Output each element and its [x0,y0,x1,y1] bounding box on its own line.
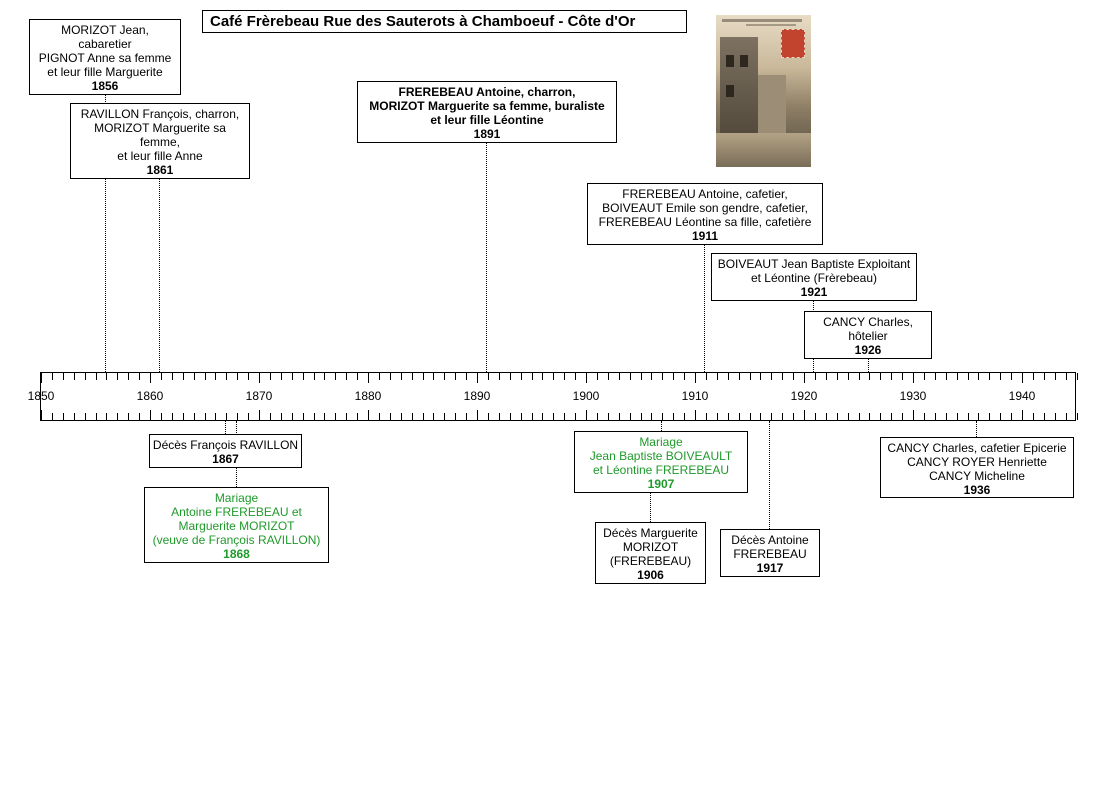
page-title: Café Frèrebeau Rue des Sauterots à Chamboeuf - Côte d'Or [202,10,687,33]
event-year: 1891 [473,127,501,141]
connector-1867 [225,421,226,434]
axis-label-1850: 1850 [27,389,55,403]
axis-tick-bottom-1901 [597,413,598,420]
axis-tick-bottom-1883 [401,413,402,420]
axis-tick-bottom-1878 [346,413,347,420]
axis-tick-top-1942 [1044,373,1045,380]
axis-tick-bottom-1890 [477,410,478,420]
axis-tick-top-1883 [401,373,402,380]
axis-tick-top-1898 [564,373,565,380]
axis-tick-top-1932 [935,373,936,380]
axis-tick-bottom-1940 [1022,410,1023,420]
axis-tick-top-1875 [314,373,315,380]
axis-tick-bottom-1920 [804,410,805,420]
axis-tick-top-1853 [74,373,75,380]
axis-label-1890: 1890 [463,389,491,403]
axis-tick-bottom-1888 [455,413,456,420]
event-text: CANCY Charles, cafetier Epicerie CANCY ROYER Henriette CANCY Micheline [887,441,1067,483]
axis-tick-top-1945 [1077,373,1078,380]
axis-tick-top-1867 [226,373,227,380]
axis-tick-top-1862 [172,373,173,380]
axis-tick-top-1929 [902,373,903,380]
axis-tick-bottom-1860 [150,410,151,420]
axis-tick-bottom-1921 [815,413,816,420]
axis-tick-bottom-1931 [924,413,925,420]
axis-tick-bottom-1902 [608,413,609,420]
event-year: 1856 [91,79,119,93]
axis-tick-bottom-1863 [183,413,184,420]
axis-tick-bottom-1881 [379,413,380,420]
axis-tick-bottom-1859 [139,413,140,420]
axis-tick-top-1914 [739,373,740,380]
axis-tick-bottom-1876 [324,413,325,420]
axis-tick-bottom-1852 [63,413,64,420]
axis-tick-top-1880 [368,373,369,383]
axis-tick-top-1918 [782,373,783,380]
axis-tick-top-1895 [532,373,533,380]
axis-tick-top-1891 [488,373,489,380]
event-box-1867 [149,434,302,468]
event-box-1891 [357,81,617,143]
axis-tick-top-1858 [128,373,129,380]
axis-tick-top-1940 [1022,373,1023,383]
axis-tick-bottom-1853 [74,413,75,420]
axis-tick-top-1925 [859,373,860,380]
axis-tick-bottom-1893 [510,413,511,420]
axis-tick-bottom-1945 [1077,413,1078,420]
connector-1917 [769,421,770,529]
axis-tick-top-1868 [237,373,238,380]
axis-tick-bottom-1917 [771,413,772,420]
axis-tick-top-1943 [1055,373,1056,380]
axis-tick-top-1927 [880,373,881,380]
event-year: 1907 [647,477,675,491]
axis-tick-bottom-1874 [303,413,304,420]
axis-tick-bottom-1922 [826,413,827,420]
axis-tick-top-1874 [303,373,304,380]
axis-tick-bottom-1915 [750,413,751,420]
event-box-1856 [29,19,181,95]
connector-1861 [159,179,160,372]
event-text: Décès Marguerite MORIZOT (FREREBEAU) [603,526,698,568]
axis-tick-bottom-1891 [488,413,489,420]
event-box-1921 [711,253,917,301]
axis-tick-bottom-1886 [433,413,434,420]
connector-1891 [486,143,487,372]
axis-tick-bottom-1898 [564,413,565,420]
axis-tick-top-1907 [662,373,663,380]
axis-tick-bottom-1870 [259,410,260,420]
axis-tick-top-1879 [357,373,358,380]
axis-tick-top-1936 [978,373,979,380]
axis-tick-top-1890 [477,373,478,383]
axis-tick-bottom-1935 [968,413,969,420]
event-text: FREREBEAU Antoine, charron, MORIZOT Marguerite sa femme, buraliste et leur fille Léontine [369,85,605,127]
axis-tick-top-1894 [521,373,522,380]
axis-tick-bottom-1872 [281,413,282,420]
axis-tick-bottom-1894 [521,413,522,420]
axis-tick-bottom-1926 [869,413,870,420]
axis-tick-bottom-1908 [673,413,674,420]
axis-tick-bottom-1942 [1044,413,1045,420]
axis-tick-top-1850 [41,373,42,383]
axis-tick-top-1860 [150,373,151,383]
axis-tick-top-1856 [106,373,107,380]
axis-tick-top-1886 [433,373,434,380]
axis-tick-bottom-1929 [902,413,903,420]
axis-tick-top-1871 [270,373,271,380]
axis-tick-top-1873 [292,373,293,380]
axis-tick-top-1917 [771,373,772,380]
axis-tick-top-1878 [346,373,347,380]
axis-tick-top-1904 [630,373,631,380]
axis-tick-top-1869 [248,373,249,380]
axis-tick-bottom-1868 [237,413,238,420]
axis-tick-bottom-1937 [989,413,990,420]
axis-tick-top-1855 [96,373,97,380]
axis-tick-bottom-1869 [248,413,249,420]
axis-tick-bottom-1861 [161,413,162,420]
axis-tick-bottom-1895 [532,413,533,420]
axis-tick-top-1889 [466,373,467,380]
axis-tick-bottom-1900 [586,410,587,420]
axis-tick-top-1906 [651,373,652,380]
event-text: FREREBEAU Antoine, cafetier, BOIVEAUT Emile son gendre, cafetier, FREREBEAU Léontine sa fille, cafetière [598,187,812,229]
axis-tick-bottom-1904 [630,413,631,420]
axis-tick-top-1931 [924,373,925,380]
axis-tick-top-1938 [1000,373,1001,380]
axis-tick-top-1920 [804,373,805,383]
event-year: 1921 [800,285,828,299]
axis-tick-bottom-1864 [194,413,195,420]
event-box-1907 [574,431,748,493]
axis-tick-bottom-1910 [695,410,696,420]
axis-tick-top-1866 [215,373,216,380]
axis-tick-top-1857 [117,373,118,380]
axis-tick-bottom-1943 [1055,413,1056,420]
axis-tick-bottom-1905 [641,413,642,420]
axis-label-1940: 1940 [1008,389,1036,403]
axis-tick-top-1882 [390,373,391,380]
event-box-1936 [880,437,1074,498]
axis-tick-bottom-1882 [390,413,391,420]
axis-tick-bottom-1934 [957,413,958,420]
axis-tick-bottom-1932 [935,413,936,420]
axis-tick-top-1902 [608,373,609,380]
event-box-1861 [70,103,250,179]
axis-tick-bottom-1916 [760,413,761,420]
axis-tick-top-1926 [869,373,870,380]
axis-tick-top-1865 [205,373,206,380]
axis-tick-top-1884 [412,373,413,380]
axis-tick-top-1893 [510,373,511,380]
axis-tick-bottom-1873 [292,413,293,420]
axis-tick-top-1944 [1066,373,1067,380]
axis-tick-bottom-1919 [793,413,794,420]
postage-stamp-icon [781,29,805,58]
axis-tick-bottom-1899 [575,413,576,420]
axis-tick-top-1851 [52,373,53,380]
axis-tick-top-1941 [1033,373,1034,380]
connector-1906 [650,493,651,522]
event-text: Décès François RAVILLON [152,438,299,452]
axis-label-1880: 1880 [354,389,382,403]
event-box-1917 [720,529,820,577]
axis-tick-top-1888 [455,373,456,380]
axis-tick-top-1937 [989,373,990,380]
axis-tick-top-1892 [499,373,500,380]
axis-tick-top-1877 [335,373,336,380]
event-box-1911 [587,183,823,245]
axis-tick-bottom-1928 [891,413,892,420]
axis-tick-top-1903 [619,373,620,380]
axis-tick-top-1916 [760,373,761,380]
axis-tick-top-1899 [575,373,576,380]
axis-label-1920: 1920 [790,389,818,403]
axis-tick-bottom-1923 [837,413,838,420]
axis-tick-bottom-1875 [314,413,315,420]
axis-tick-bottom-1862 [172,413,173,420]
axis-tick-top-1939 [1011,373,1012,380]
axis-tick-bottom-1944 [1066,413,1067,420]
axis-tick-bottom-1850 [41,410,42,420]
axis-tick-bottom-1858 [128,413,129,420]
axis-tick-bottom-1892 [499,413,500,420]
axis-tick-bottom-1938 [1000,413,1001,420]
connector-1926 [868,359,869,372]
axis-tick-bottom-1879 [357,413,358,420]
axis-tick-bottom-1906 [651,413,652,420]
axis-tick-bottom-1856 [106,413,107,420]
axis-tick-top-1905 [641,373,642,380]
axis-tick-top-1901 [597,373,598,380]
event-text: BOIVEAUT Jean Baptiste Exploitant et Léontine (Frèrebeau) [717,257,911,285]
axis-label-1860: 1860 [136,389,164,403]
axis-tick-top-1900 [586,373,587,383]
event-text: Décès Antoine FREREBEAU [731,533,809,561]
event-year: 1861 [146,163,174,177]
axis-label-1910: 1910 [681,389,709,403]
axis-tick-top-1911 [706,373,707,380]
axis-tick-top-1870 [259,373,260,383]
axis-tick-bottom-1857 [117,413,118,420]
event-box-1906 [595,522,706,584]
event-year: 1867 [212,452,239,466]
axis-tick-bottom-1927 [880,413,881,420]
axis-tick-top-1915 [750,373,751,380]
axis-tick-top-1921 [815,373,816,380]
axis-tick-bottom-1918 [782,413,783,420]
axis-tick-bottom-1854 [85,413,86,420]
axis-tick-top-1909 [684,373,685,380]
postcard-photo [716,15,811,167]
axis-tick-bottom-1855 [96,413,97,420]
axis-tick-top-1861 [161,373,162,380]
axis-tick-bottom-1930 [913,410,914,420]
event-text: RAVILLON François, charron, MORIZOT Marguerite sa femme, et leur fille Anne [80,107,240,163]
axis-label-1870: 1870 [245,389,273,403]
axis-tick-bottom-1909 [684,413,685,420]
axis-tick-top-1924 [848,373,849,380]
axis-tick-top-1928 [891,373,892,380]
event-year: 1917 [756,561,784,575]
axis-tick-bottom-1871 [270,413,271,420]
axis-tick-bottom-1866 [215,413,216,420]
axis-tick-top-1885 [423,373,424,380]
axis-tick-top-1919 [793,373,794,380]
axis-tick-top-1930 [913,373,914,383]
event-year: 1906 [637,568,664,582]
axis-label-1900: 1900 [572,389,600,403]
axis-tick-bottom-1936 [978,413,979,420]
event-text: CANCY Charles, hôtelier [823,315,913,343]
axis-tick-bottom-1941 [1033,413,1034,420]
axis-tick-top-1896 [542,373,543,380]
axis-tick-top-1852 [63,373,64,380]
axis-tick-top-1872 [281,373,282,380]
event-text: Mariage Antoine FREREBEAU et Marguerite MORIZOT (veuve de François RAVILLON) [152,491,321,547]
axis-tick-top-1897 [553,373,554,380]
axis-tick-bottom-1933 [946,413,947,420]
axis-tick-top-1881 [379,373,380,380]
axis-tick-top-1887 [444,373,445,380]
axis-tick-top-1863 [183,373,184,380]
axis-tick-bottom-1896 [542,413,543,420]
axis-label-1930: 1930 [899,389,927,403]
axis-tick-top-1922 [826,373,827,380]
axis-tick-bottom-1914 [739,413,740,420]
connector-1907 [661,421,662,431]
axis-tick-top-1910 [695,373,696,383]
axis-tick-top-1923 [837,373,838,380]
axis-tick-bottom-1885 [423,413,424,420]
event-year: 1926 [854,343,882,357]
axis-tick-bottom-1913 [728,413,729,420]
connector-1936 [976,421,977,437]
axis-tick-bottom-1903 [619,413,620,420]
axis-tick-bottom-1877 [335,413,336,420]
event-year: 1868 [223,547,250,561]
axis-tick-bottom-1911 [706,413,707,420]
event-text: Mariage Jean Baptiste BOIVEAULT et Léontine FREREBEAU [589,435,733,477]
axis-tick-top-1859 [139,373,140,380]
axis-tick-top-1854 [85,373,86,380]
axis-tick-bottom-1880 [368,410,369,420]
event-year: 1911 [691,229,719,243]
axis-tick-top-1912 [717,373,718,380]
axis-tick-bottom-1907 [662,413,663,420]
connector-1911 [704,245,705,372]
axis-tick-bottom-1851 [52,413,53,420]
event-year: 1936 [963,483,991,497]
event-box-1926 [804,311,932,359]
axis-tick-top-1934 [957,373,958,380]
axis-tick-bottom-1884 [412,413,413,420]
event-text: MORIZOT Jean, cabaretier PIGNOT Anne sa femme et leur fille Marguerite [38,23,172,79]
axis-tick-bottom-1924 [848,413,849,420]
axis-tick-bottom-1889 [466,413,467,420]
axis-tick-top-1935 [968,373,969,380]
axis-tick-bottom-1867 [226,413,227,420]
axis-tick-bottom-1897 [553,413,554,420]
axis-tick-top-1864 [194,373,195,380]
axis-tick-top-1876 [324,373,325,380]
axis-tick-top-1908 [673,373,674,380]
axis-tick-bottom-1925 [859,413,860,420]
axis-tick-bottom-1939 [1011,413,1012,420]
axis-tick-bottom-1912 [717,413,718,420]
axis-tick-bottom-1887 [444,413,445,420]
axis-tick-bottom-1865 [205,413,206,420]
axis-tick-top-1933 [946,373,947,380]
axis-tick-top-1913 [728,373,729,380]
event-box-1868 [144,487,329,563]
